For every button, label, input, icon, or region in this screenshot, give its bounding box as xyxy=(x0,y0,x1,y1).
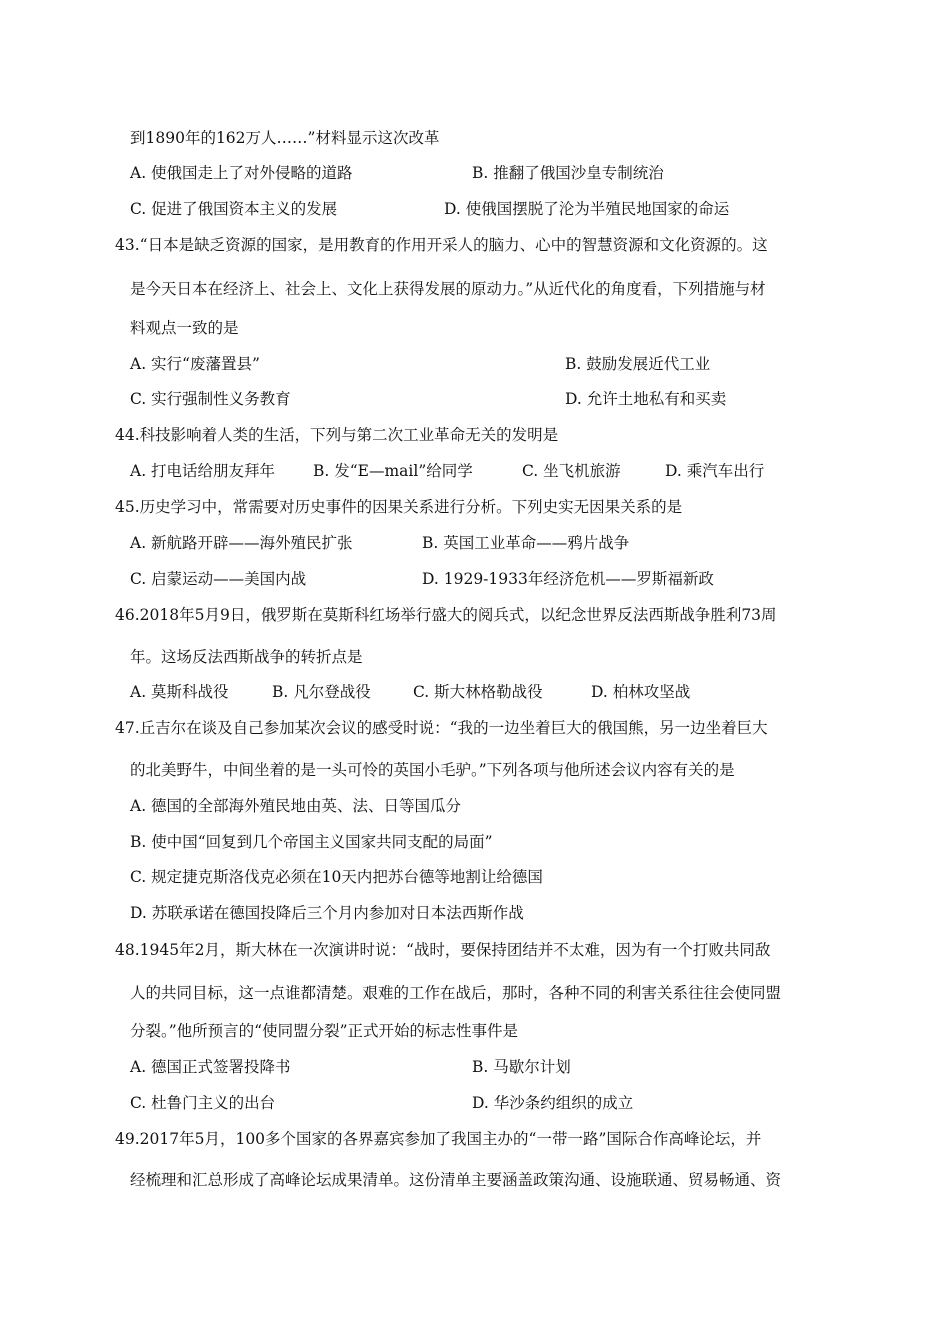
q45-option-a: A. 新航路开辟——海外殖民扩张 xyxy=(130,534,353,552)
q44-option-c: C. 坐飞机旅游 xyxy=(522,462,621,480)
q49-stem-line1: 49.2017年5月，100多个国家的各界嘉宾参加了我国主办的“一带一路”国际合作高峰论坛，并 xyxy=(115,1130,762,1148)
q43-stem-line2: 是今天日本在经济上、社会上、文化上获得发展的原动力。”从近代化的角度看，下列措施与材 xyxy=(130,280,766,298)
q45-option-c: C. 启蒙运动——美国内战 xyxy=(130,570,307,588)
q42-option-a: A. 使俄国走上了对外侵略的道路 xyxy=(130,164,353,182)
q48-option-c: C. 杜鲁门主义的出台 xyxy=(130,1094,276,1112)
q43-option-b: B. 鼓励发展近代工业 xyxy=(565,355,711,373)
q48-option-b: B. 马歇尔计划 xyxy=(472,1058,571,1076)
q43-stem-line3: 料观点一致的是 xyxy=(130,319,239,337)
q48-option-d: D. 华沙条约组织的成立 xyxy=(472,1094,634,1112)
q42-option-c: C. 促进了俄国资本主义的发展 xyxy=(130,200,338,218)
q47-stem-line2: 的北美野牛，中间坐着的是一头可怜的英国小毛驴。”下列各项与他所述会议内容有关的是 xyxy=(130,761,735,779)
q46-option-d: D. 柏林攻坚战 xyxy=(591,683,691,701)
q47-option-a: A. 德国的全部海外殖民地由英、法、日等国瓜分 xyxy=(130,797,462,815)
q43-option-c: C. 实行强制性义务教育 xyxy=(130,390,291,408)
q44-option-a: A. 打电话给朋友拜年 xyxy=(130,462,276,480)
q43-stem-line1: 43.“日本是缺乏资源的国家，是用教育的作用开采人的脑力、心中的智慧资源和文化资源的。这 xyxy=(115,236,768,254)
q42-option-d: D. 使俄国摆脱了沦为半殖民地国家的命运 xyxy=(444,200,730,218)
q44-stem-line1: 44.科技影响着人类的生活，下列与第二次工业革命无关的发明是 xyxy=(115,426,559,444)
q48-stem-line1: 48.1945年2月，斯大林在一次演讲时说：“战时，要保持团结并不太难，因为有一个打败共同敌 xyxy=(115,941,771,959)
q43-option-d: D. 允许土地私有和买卖 xyxy=(565,390,727,408)
q48-stem-line2: 人的共同目标，这一点谁都清楚。艰难的工作在战后，那时，各种不同的利害关系往往会使同盟 xyxy=(130,984,782,1002)
q44-option-d: D. 乘汽车出行 xyxy=(665,462,765,480)
q46-stem-line1: 46.2018年5月9日，俄罗斯在莫斯科红场举行盛大的阅兵式，以纪念世界反法西斯战争胜利73周 xyxy=(115,606,777,624)
q46-stem-line2: 年。这场反法西斯战争的转折点是 xyxy=(130,648,363,666)
q42-stem-tail: 到1890年的162万人……”材料显示这次改革 xyxy=(130,129,440,147)
q47-stem-line1: 47.丘吉尔在谈及自己参加某次会议的感受时说：“我的一边坐着巨大的俄国熊，另一边坐着巨大 xyxy=(115,719,768,737)
q48-stem-line3: 分裂。”他所预言的“使同盟分裂”正式开始的标志性事件是 xyxy=(130,1022,519,1040)
q45-stem-line1: 45.历史学习中，常需要对历史事件的因果关系进行分析。下列史实无因果关系的是 xyxy=(115,498,683,516)
q46-option-a: A. 莫斯科战役 xyxy=(130,683,229,701)
q47-option-b: B. 使中国“回复到几个帝国主义国家共同支配的局面” xyxy=(130,833,493,851)
q45-option-b: B. 英国工业革命——鸦片战争 xyxy=(422,534,630,552)
q44-option-b: B. 发“E—mail”给同学 xyxy=(313,462,473,480)
q46-option-b: B. 凡尔登战役 xyxy=(272,683,371,701)
q47-option-d: D. 苏联承诺在德国投降后三个月内参加对日本法西斯作战 xyxy=(130,904,524,922)
q42-option-b: B. 推翻了俄国沙皇专制统治 xyxy=(472,164,664,182)
q49-stem-line2: 经梳理和汇总形成了高峰论坛成果清单。这份清单主要涵盖政策沟通、设施联通、贸易畅通、资 xyxy=(130,1171,782,1189)
q47-option-c: C. 规定捷克斯洛伐克必须在10天内把苏台德等地割让给德国 xyxy=(130,868,543,886)
q43-option-a: A. 实行“废藩置县” xyxy=(130,355,260,373)
q48-option-a: A. 德国正式签署投降书 xyxy=(130,1058,291,1076)
q45-option-d: D. 1929-1933年经济危机——罗斯福新政 xyxy=(422,570,714,588)
q46-option-c: C. 斯大林格勒战役 xyxy=(413,683,543,701)
